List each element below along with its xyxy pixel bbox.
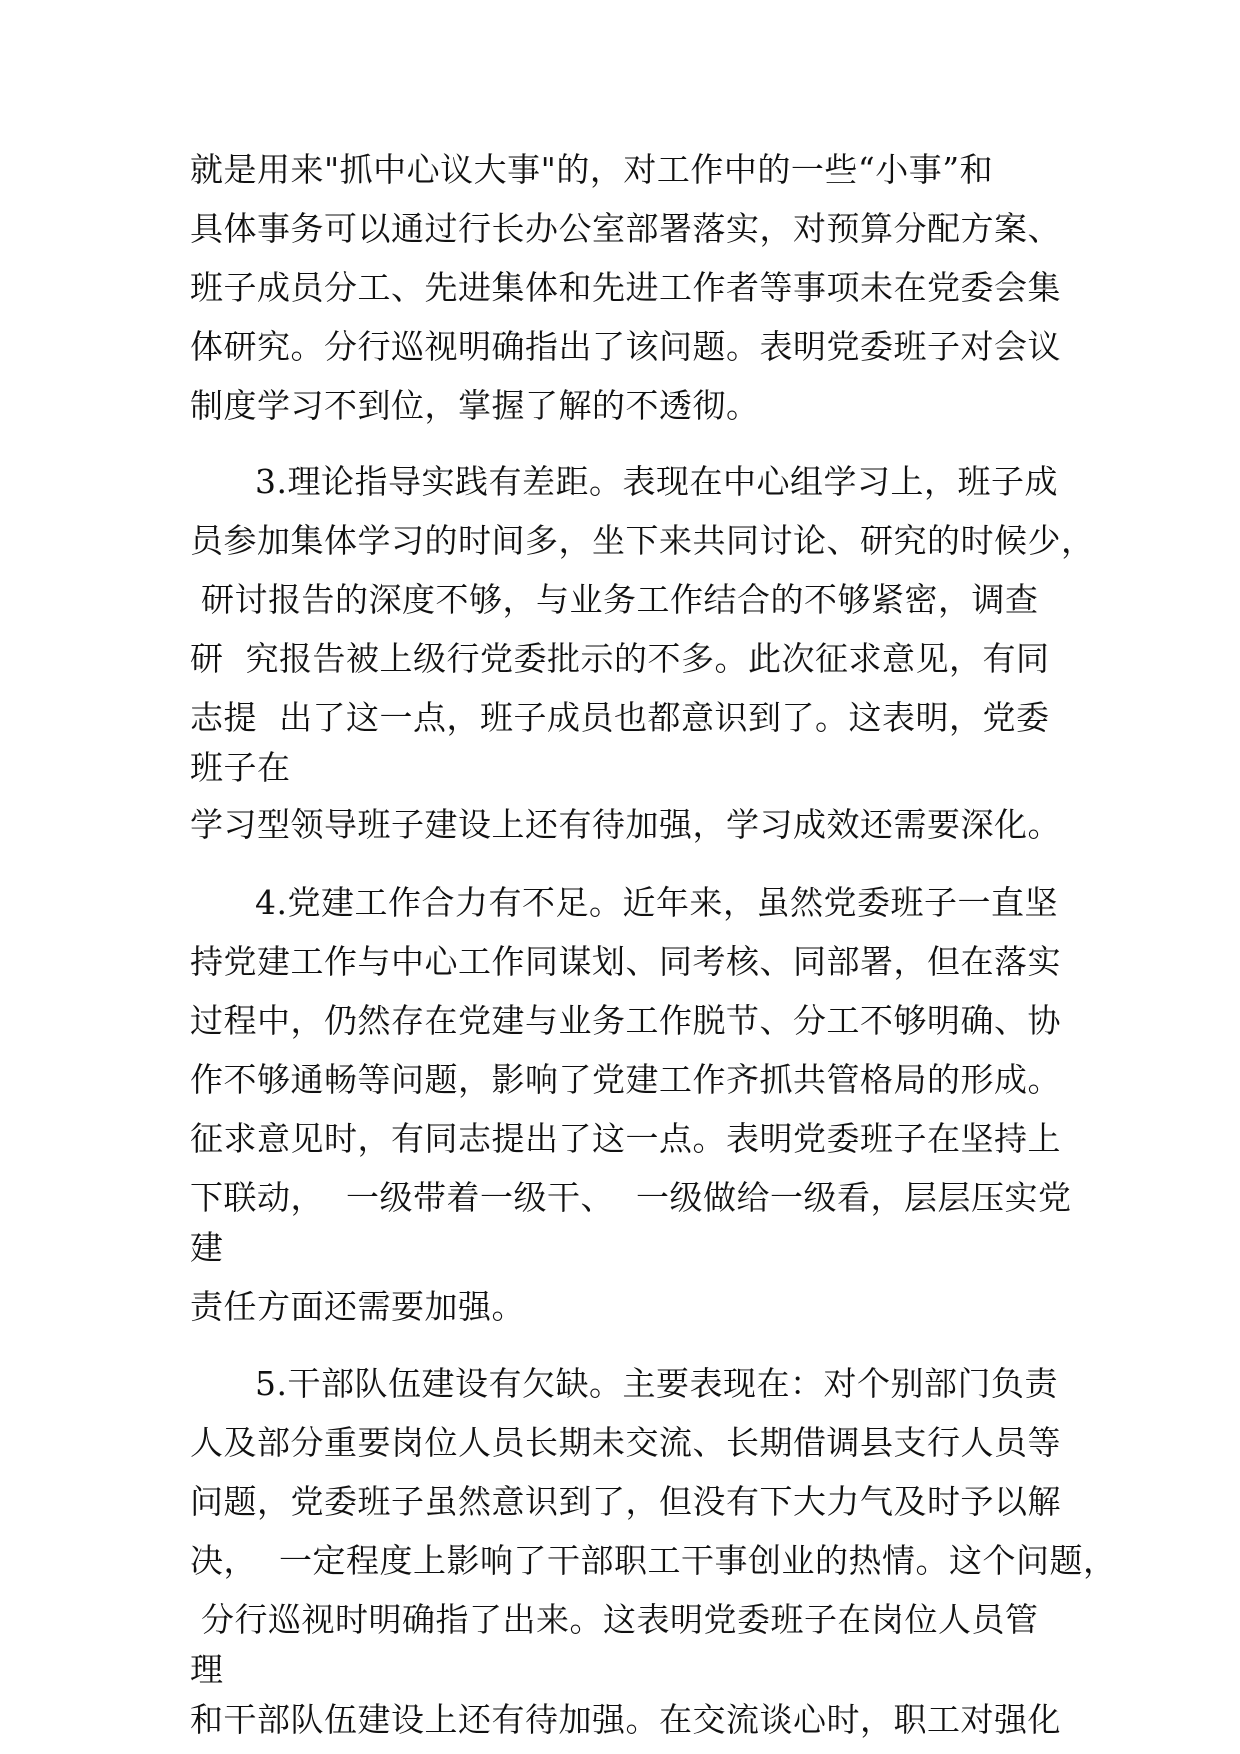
text-line: 制度学习不到位，掌握了解的不透彻。 xyxy=(190,386,760,425)
text-line: 班子在 xyxy=(190,748,291,787)
text-line: 理 xyxy=(190,1650,224,1689)
text-line: 分行巡视时明确指了出来。这表明党委班子在岗位人员管 xyxy=(190,1600,1039,1639)
text-line: 和干部队伍建设上还有待加强。在交流谈心时，职工对强化 xyxy=(190,1700,1061,1739)
text-line: 就是用来"抓中心议大事"的，对工作中的一些“小事”和 xyxy=(190,150,994,189)
section-heading-5: 5.干部队伍建设有欠缺。主要表现在：对个别部门负责 xyxy=(255,1364,1058,1403)
text-line: 决， 一定程度上影响了干部职工干事创业的热情。这个问题， xyxy=(190,1541,1117,1580)
text-line: 班子成员分工、先进集体和先进工作者等事项未在党委会集 xyxy=(190,268,1061,307)
text-line: 志提 出了这一点，班子成员也都意识到了。这表明，党委 xyxy=(190,698,1050,737)
text-line: 建 xyxy=(190,1228,224,1267)
text-line: 学习型领导班子建设上还有待加强，学习成效还需要深化。 xyxy=(190,805,1061,844)
text-line: 过程中，仍然存在党建与业务工作脱节、分工不够明确、协 xyxy=(190,1001,1061,1040)
text-line: 作不够通畅等问题，影响了党建工作齐抓共管格局的形成。 xyxy=(190,1060,1061,1099)
text-line: 下联动， 一级带着一级干、 一级做给一级看，层层压实党 xyxy=(190,1178,1072,1217)
text-line: 持党建工作与中心工作同谋划、同考核、同部署，但在落实 xyxy=(190,942,1061,981)
text-line: 责任方面还需要加强。 xyxy=(190,1287,525,1326)
text-line: 员参加集体学习的时间多，坐下来共同讨论、研究的时候少， xyxy=(190,521,1095,560)
text-line: 研讨报告的深度不够，与业务工作结合的不够紧密，调查 xyxy=(190,580,1039,619)
section-heading-3: 3.理论指导实践有差距。表现在中心组学习上，班子成 xyxy=(255,462,1058,501)
text-line: 问题，党委班子虽然意识到了，但没有下大力气及时予以解 xyxy=(190,1482,1061,1521)
section-heading-4: 4.党建工作合力有不足。近年来，虽然党委班子一直坚 xyxy=(255,883,1058,922)
text-line: 体研究。分行巡视明确指出了该问题。表明党委班子对会议 xyxy=(190,327,1061,366)
text-line: 征求意见时，有同志提出了这一点。表明党委班子在坚持上 xyxy=(190,1119,1061,1158)
text-line: 研 究报告被上级行党委批示的不多。此次征求意见，有同 xyxy=(190,639,1050,678)
text-line: 具体事务可以通过行长办公室部署落实，对预算分配方案、 xyxy=(190,209,1061,248)
text-line: 人及部分重要岗位人员长期未交流、长期借调县支行人员等 xyxy=(190,1423,1061,1462)
